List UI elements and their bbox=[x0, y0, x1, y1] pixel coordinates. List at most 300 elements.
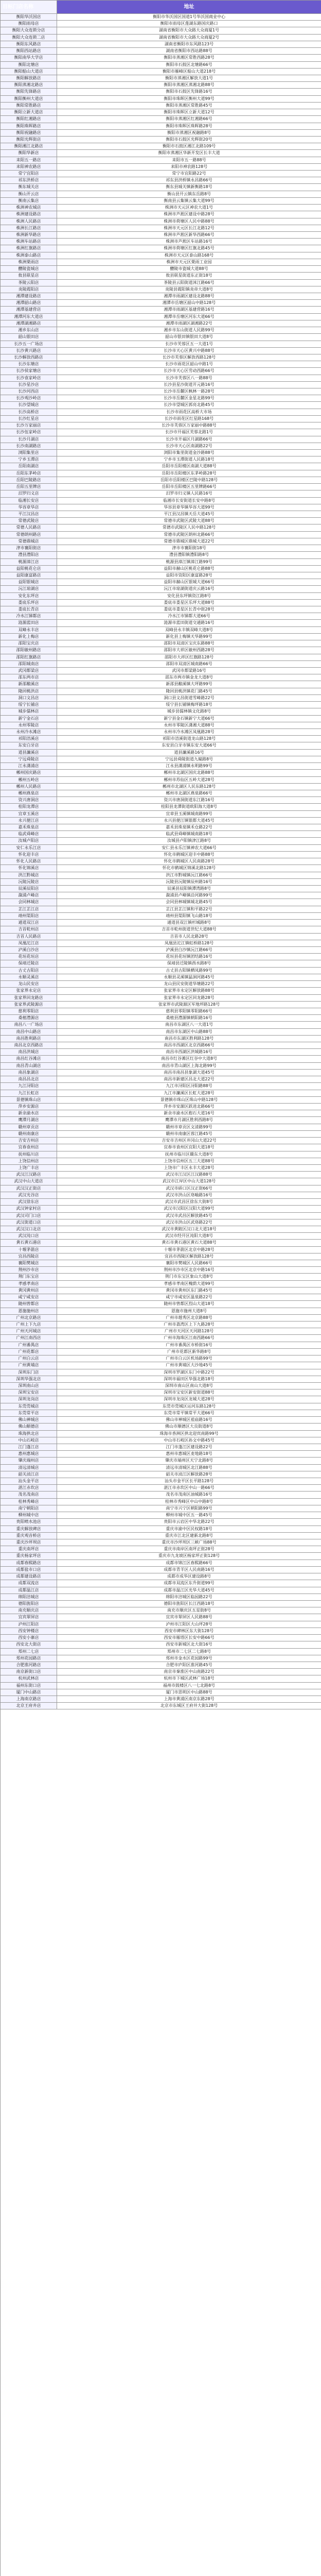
table-cell-address: 长沙市芙蓉区五一大道1号 bbox=[57, 341, 321, 348]
table-cell-store-name: 桂阳龙潭店 bbox=[1, 804, 57, 810]
table-cell-address: 合肥市庐阳区淮河路45号 bbox=[57, 1662, 321, 1669]
table-cell-store-name: 攸县联星店 bbox=[1, 273, 57, 279]
table-cell-address: 福州市鼓楼区八一七北路8号 bbox=[57, 1683, 321, 1689]
table-cell-store-name: 怀化锦溪店 bbox=[1, 865, 57, 872]
table-cell-store-name: 福州东街口店 bbox=[1, 1683, 57, 1689]
table-cell-store-name: 益阳康富路店 bbox=[1, 572, 57, 579]
table-cell-store-name: 郴州五岭店 bbox=[1, 777, 57, 784]
table-cell-store-name: 新宁金石店 bbox=[1, 716, 57, 722]
header-store-name: 目标门店名称 bbox=[1, 1, 57, 14]
table-cell-address: 衡东县城关镇新衡路18号 bbox=[57, 184, 321, 191]
table-cell-store-name: 柳州城中店 bbox=[1, 1512, 57, 1519]
table-cell-store-name: 赣州章贡店 bbox=[1, 1124, 57, 1131]
table-cell-store-name: 德阳旌阳店 bbox=[1, 1601, 57, 1607]
table-cell-address: 抚州市临川区赣东大道8号 bbox=[57, 1151, 321, 1158]
table-cell-address: 重庆市渝中区民权路18号 bbox=[57, 1526, 321, 1533]
table-cell-store-name: 重庆杨家坪店 bbox=[1, 1553, 57, 1560]
table-cell-address: 茂名市茂南区油城路16号 bbox=[57, 1492, 321, 1498]
table-cell-address: 永州市冷水滩区凤凰路28号 bbox=[57, 729, 321, 736]
table-cell-store-name: 重庆解放碑店 bbox=[1, 1526, 57, 1533]
table-cell-store-name: 道县濂溪店 bbox=[1, 750, 57, 756]
table-cell-store-name: 汝城卢阳店 bbox=[1, 838, 57, 844]
table-cell-store-name: 保靖迁陵店 bbox=[1, 960, 57, 967]
table-cell-store-name: 慈利零阳店 bbox=[1, 1008, 57, 1015]
table-cell-address: 韶关市浈江区解放路28号 bbox=[57, 1471, 321, 1478]
table-cell-address: 汝城县卢阳镇津江路8号 bbox=[57, 838, 321, 844]
table-cell-store-name: 邵阳红旗路店 bbox=[1, 654, 57, 661]
table-cell-address: 常宁市宜阳路22号 bbox=[57, 171, 321, 177]
table-cell-address: 张家界市永定区解放路88号 bbox=[57, 988, 321, 994]
table-cell-store-name: 衡阳解放路店 bbox=[1, 75, 57, 82]
table-cell-store-name: 邵东两市店 bbox=[1, 674, 57, 681]
table-cell-address: 株洲市芦淞区车站路16号 bbox=[57, 239, 321, 245]
table-cell-address: 衡阳市蒸湘区常胜西路28号 bbox=[57, 55, 321, 61]
table-cell-store-name: 咸宁咸安店 bbox=[1, 1294, 57, 1301]
table-cell-address: 武汉市武昌区解放路45号 bbox=[57, 1213, 321, 1219]
table-cell-store-name: 益阳桃花仑店 bbox=[1, 566, 57, 572]
table-cell-address: 南充市顺庆区五星街8号 bbox=[57, 1607, 321, 1614]
table-cell-address: 娄底市娄星区乐坪大道88号 bbox=[57, 600, 321, 606]
table-cell-store-name: 武汉街道口店 bbox=[1, 1219, 57, 1226]
table-cell-store-name: 郑州二七店 bbox=[1, 1649, 57, 1655]
table-cell-address: 南京市秦淮区中山南路22号 bbox=[57, 1669, 321, 1675]
table-cell-address: 上饶市信州区五三大道88号 bbox=[57, 1158, 321, 1165]
table-cell-store-name: 安仁永乐江店 bbox=[1, 845, 57, 852]
table-cell-address: 厦门市思明区中山路88号 bbox=[57, 1689, 321, 1696]
table-cell-store-name: 韶山银田店 bbox=[1, 334, 57, 341]
table-cell-address: 溆浦县卢峰镇沿河路99号 bbox=[57, 892, 321, 899]
table-cell-store-name: 宜昌西陵店 bbox=[1, 1253, 57, 1260]
table-cell-store-name: 辰溪辰阳店 bbox=[1, 886, 57, 892]
table-cell-address: 恩施市施州大道8号 bbox=[57, 1308, 321, 1315]
table-cell-store-name: 清远清城店 bbox=[1, 1465, 57, 1471]
table-cell-address: 荆门市东宝区象山大道8号 bbox=[57, 1274, 321, 1280]
table-cell-address: 临湘市长安街道长安中路8号 bbox=[57, 498, 321, 504]
table-cell-address: 辰溪县辰阳镇潭湾路8号 bbox=[57, 886, 321, 892]
table-cell-store-name: 祁阳浯溪店 bbox=[1, 736, 57, 742]
table-cell-store-name: 衡阳珠晖路店 bbox=[1, 123, 57, 130]
table-cell-address: 赣州市南康区蓉江路45号 bbox=[57, 1131, 321, 1138]
table-cell-address: 南昌市东湖区胜利路128号 bbox=[57, 1036, 321, 1042]
table-cell-address: 郑州市金水区花园路99号 bbox=[57, 1655, 321, 1662]
table-cell-address: 广州市天河区天河路128号 bbox=[57, 1328, 321, 1335]
table-cell-store-name: 会同林城店 bbox=[1, 899, 57, 906]
table-cell-store-name: 宜春袁州店 bbox=[1, 1144, 57, 1151]
table-cell-address: 醴陵市瓷城大道88号 bbox=[57, 266, 321, 273]
table-cell-store-name: 肇庆端州店 bbox=[1, 1458, 57, 1464]
table-cell-address: 涟源市蓝田街道交通路16号 bbox=[57, 620, 321, 626]
table-cell-address: 衡阳市雁峰区船山大道218号 bbox=[57, 69, 321, 75]
table-cell-address: 鹰潭市月湖区胜利西路8号 bbox=[57, 1117, 321, 1124]
table-cell-address: 邵阳市双清区城南路66号 bbox=[57, 661, 321, 668]
table-cell-address: 泸溪县白沙镇沅江路66号 bbox=[57, 947, 321, 954]
table-cell-store-name: 厦门中山路店 bbox=[1, 1689, 57, 1696]
table-cell-address: 随州市曾都区烈山大道18号 bbox=[57, 1301, 321, 1308]
table-cell-address: 重庆市九龙坡区杨家坪正街128号 bbox=[57, 1553, 321, 1560]
table-cell-store-name: 湘潭河东大道店 bbox=[1, 314, 57, 320]
table-cell-store-name: 荆州沙市店 bbox=[1, 1267, 57, 1274]
table-cell-address: 郑州市二七区二七路8号 bbox=[57, 1649, 321, 1655]
table-cell-store-name: 衡阳东风路店 bbox=[1, 41, 57, 48]
table-cell-store-name: 襄阳樊城店 bbox=[1, 1260, 57, 1267]
table-cell-address: 攸县联星街道东正街18号 bbox=[57, 273, 321, 279]
table-cell-address: 湘潭市雨湖区建设北路88号 bbox=[57, 293, 321, 300]
table-cell-address: 衡阳市石鼓区湘江北路109号 bbox=[57, 143, 321, 150]
table-cell-store-name: 珠海拱北店 bbox=[1, 1431, 57, 1437]
table-cell-address: 广州市荔湾区上下九路28号 bbox=[57, 1321, 321, 1328]
table-cell-address: 长沙市芙蓉区八一路88号 bbox=[57, 375, 321, 382]
table-cell-address: 成都市青羊区人民南路16号 bbox=[57, 1567, 321, 1573]
table-cell-address: 长沙市雨花区韶山中路1号 bbox=[57, 361, 321, 368]
table-cell-store-name: 九江浔阳店 bbox=[1, 1083, 57, 1090]
table-cell-address: 江门市蓬江区建设路22号 bbox=[57, 1444, 321, 1451]
table-cell-store-name: 津市襄阳街店 bbox=[1, 545, 57, 552]
table-cell-address: 衡阳市华沃国区国道1号华沃国商业中心 bbox=[57, 14, 321, 21]
table-cell-store-name: 长沙伍家岭店 bbox=[1, 429, 57, 436]
table-cell-store-name: 长沙黄兴路店 bbox=[1, 348, 57, 354]
table-cell-address: 保靖县迁陵镇酉水路8号 bbox=[57, 960, 321, 967]
table-cell-address: 衡阳市石鼓区北塘路66号 bbox=[57, 62, 321, 69]
table-cell-store-name: 十堰茅箭店 bbox=[1, 1247, 57, 1253]
table-cell-store-name: 南昌洪城店 bbox=[1, 1049, 57, 1056]
table-cell-store-name: 广州花都店 bbox=[1, 1349, 57, 1355]
table-cell-store-name: 洪江黔城店 bbox=[1, 872, 57, 879]
table-cell-address: 长沙市芙蓉区万家丽中路88号 bbox=[57, 422, 321, 429]
table-cell-store-name: 湘潭建设路店 bbox=[1, 293, 57, 300]
table-cell-store-name: 东莞常平店 bbox=[1, 1410, 57, 1417]
table-cell-address: 宜昌市西陵区解放路128号 bbox=[57, 1253, 321, 1260]
table-cell-store-name: 郑州花园路店 bbox=[1, 1655, 57, 1662]
table-cell-address: 常德市武陵区人民中路128号 bbox=[57, 524, 321, 531]
table-cell-store-name: 宁远舜陵店 bbox=[1, 756, 57, 763]
table-cell-store-name: 南昌胜利路店 bbox=[1, 1036, 57, 1042]
table-cell-address: 邵东市两市镇金龙大道8号 bbox=[57, 674, 321, 681]
table-cell-address: 永兴县便江镇银都大道45号 bbox=[57, 818, 321, 824]
table-cell-address: 洪江市黔城镇沅江路66号 bbox=[57, 872, 321, 879]
table-cell-address: 武汉市经开区沌阳大道8号 bbox=[57, 1233, 321, 1240]
table-cell-address: 古丈县古阳镇栖凤路99号 bbox=[57, 968, 321, 974]
table-cell-address: 衡阳市蒸湘区蒸湘北路88号 bbox=[57, 82, 321, 89]
table-cell-store-name: 益阳银城店 bbox=[1, 579, 57, 586]
table-cell-address: 长沙市岳麓区枫林一路28号 bbox=[57, 388, 321, 395]
table-cell-store-name: 华容章华店 bbox=[1, 504, 57, 511]
table-cell-store-name: 南宁朝阳店 bbox=[1, 1505, 57, 1512]
table-cell-address: 吉首市乾州街道世纪大道88号 bbox=[57, 926, 321, 933]
table-cell-store-name: 张家界永定店 bbox=[1, 988, 57, 994]
table-cell-store-name: 江永潇浦店 bbox=[1, 763, 57, 770]
table-cell-store-name: 吉安吉州店 bbox=[1, 1138, 57, 1144]
table-cell-store-name: 绥宁长铺店 bbox=[1, 702, 57, 708]
table-cell-store-name: 长沙解放西路店 bbox=[1, 354, 57, 361]
table-cell-address: 常德市鼎城区鼎城大道22号 bbox=[57, 538, 321, 545]
table-cell-store-name: 广州黄埔店 bbox=[1, 1362, 57, 1369]
table-cell-address: 株洲市天元区栗雨工业园 bbox=[57, 259, 321, 266]
table-cell-store-name: 西安钟楼店 bbox=[1, 1628, 57, 1635]
table-cell-address: 西安市新城区北大街16号 bbox=[57, 1641, 321, 1648]
table-cell-address: 衡南县云集镇云集大道99号 bbox=[57, 198, 321, 205]
table-cell-store-name: 衡阳雨母店 bbox=[1, 21, 57, 27]
table-cell-address: 衡阳市石鼓区光辉街20号 bbox=[57, 137, 321, 143]
table-cell-address: 桂阳县龙潭街道欧阳海大道8号 bbox=[57, 804, 321, 810]
table-cell-store-name: 株洲新华路店 bbox=[1, 232, 57, 239]
table-cell-address: 长沙市开福区芙蓉北路1号 bbox=[57, 429, 321, 436]
table-cell-address: 洞口县文昌街道雪峰路22号 bbox=[57, 695, 321, 702]
table-cell-store-name: 广州天河城店 bbox=[1, 1328, 57, 1335]
table-cell-store-name: 株洲栗雨店 bbox=[1, 259, 57, 266]
table-cell-address: 慈利县零阳镇零阳路66号 bbox=[57, 1008, 321, 1015]
table-cell-store-name: 株洲人民路店 bbox=[1, 218, 57, 225]
table-cell-store-name: 广州白云店 bbox=[1, 1355, 57, 1362]
table-cell-address: 九江市濂溪区长虹大道28号 bbox=[57, 1090, 321, 1097]
table-cell-store-name: 九江长虹店 bbox=[1, 1090, 57, 1097]
table-cell-store-name: 黄冈黄州店 bbox=[1, 1287, 57, 1294]
table-cell-store-name: 衡阳衡州大道店 bbox=[1, 96, 57, 103]
table-cell-store-name: 邵阳城南店 bbox=[1, 661, 57, 668]
table-cell-address: 通道县双江镇杉城路8号 bbox=[57, 920, 321, 926]
table-cell-address: 祁阳市浯溪街道龙山路128号 bbox=[57, 736, 321, 742]
table-cell-address: 长沙市天心区南湖路22号 bbox=[57, 443, 321, 450]
table-cell-store-name: 衡阳光辉街店 bbox=[1, 137, 57, 143]
table-cell-address: 株洲市荷塘区人民中路88号 bbox=[57, 218, 321, 225]
table-cell-store-name: 郴州燕泉店 bbox=[1, 790, 57, 797]
table-cell-store-name: 龙山民安店 bbox=[1, 981, 57, 988]
table-cell-store-name: 泸溪白沙店 bbox=[1, 947, 57, 954]
table-cell-address: 成都市锦江区春熙路66号 bbox=[57, 1560, 321, 1567]
table-cell-store-name: 长沙月湖店 bbox=[1, 436, 57, 443]
table-cell-store-name: 株洲建设路店 bbox=[1, 211, 57, 218]
table-cell-address: 德阳市旌阳区长江西路18号 bbox=[57, 1601, 321, 1607]
table-cell-store-name: 湘潭韶山路店 bbox=[1, 300, 57, 307]
table-cell-address: 深圳市南山区南山大道8号 bbox=[57, 1383, 321, 1389]
table-cell-address: 芷江县芷江镇和平路22号 bbox=[57, 906, 321, 913]
table-cell-address: 广州市黄埔区大沙地45号 bbox=[57, 1362, 321, 1369]
table-cell-store-name: 上海南京路店 bbox=[1, 1696, 57, 1703]
table-cell-store-name: 城步儒林店 bbox=[1, 708, 57, 715]
table-cell-address: 郴州市北湖区燕泉路66号 bbox=[57, 790, 321, 797]
table-cell-address: 湘潭市雨湖区湖湘路22号 bbox=[57, 320, 321, 327]
table-cell-address: 汕头市金平区长平路128号 bbox=[57, 1478, 321, 1485]
table-cell-address: 绵阳市涪城区临园路22号 bbox=[57, 1594, 321, 1601]
table-cell-address: 黄冈市黄州区东门路45号 bbox=[57, 1287, 321, 1294]
table-cell-address: 湖南省衡阳市东风路123号 bbox=[57, 41, 321, 48]
table-cell-store-name: 临武舜峰店 bbox=[1, 831, 57, 838]
table-cell-store-name: 吉首乾州店 bbox=[1, 926, 57, 933]
table-cell-store-name: 安化东坪店 bbox=[1, 593, 57, 600]
table-cell-store-name: 武汉中山大道店 bbox=[1, 1178, 57, 1185]
table-cell-address: 深圳市罗湖区东门中路22号 bbox=[57, 1369, 321, 1376]
table-cell-address: 长沙市天心区黄兴中路88号 bbox=[57, 348, 321, 354]
table-cell-store-name: 湛江赤坎店 bbox=[1, 1485, 57, 1492]
table-cell-store-name: 恩施施州店 bbox=[1, 1308, 57, 1315]
table-cell-store-name: 新余渝水店 bbox=[1, 1110, 57, 1117]
table-cell-address: 南昌市青山湖区上海北路99号 bbox=[57, 1063, 321, 1070]
table-cell-store-name: 耒阳五一路店 bbox=[1, 157, 57, 164]
table-cell-store-name: 东莞莞城店 bbox=[1, 1403, 57, 1410]
table-cell-address: 衡阳市珠晖区立新大道12号 bbox=[57, 109, 321, 116]
table-cell-address: 沅陵县沅陵镇辰州路16号 bbox=[57, 879, 321, 886]
table-cell-address: 佛山市顺德区大良街道8号 bbox=[57, 1423, 321, 1430]
table-cell-address: 长沙市岳麓区金星北路99号 bbox=[57, 395, 321, 402]
table-cell-address: 武冈市都梁路16号 bbox=[57, 668, 321, 674]
table-cell-address: 龙山县民安街道华塘路22号 bbox=[57, 981, 321, 988]
table-cell-address: 炎陵县霞阳镇炎帝大道8号 bbox=[57, 286, 321, 293]
table-cell-address: 广州市花都区新华路8号 bbox=[57, 1349, 321, 1355]
table-cell-address: 岳阳市岳阳楼区东茅岭路28号 bbox=[57, 470, 321, 477]
table-cell-store-name: 江门蓬江店 bbox=[1, 1444, 57, 1451]
table-cell-store-name: 洞口文昌店 bbox=[1, 695, 57, 702]
table-cell-address: 湖南省衡阳市大众路大众商厦1号 bbox=[57, 27, 321, 34]
table-cell-address: 新宁县金石镇新宁大道66号 bbox=[57, 716, 321, 722]
table-cell-address: 东安县白牙市镇东安大道66号 bbox=[57, 742, 321, 749]
table-cell-address: 衡阳市蒸湘区常胜路45号 bbox=[57, 103, 321, 109]
table-cell-store-name: 衡阳蒸湘北路店 bbox=[1, 82, 57, 89]
table-cell-store-name: 深圳龙岗店 bbox=[1, 1396, 57, 1403]
table-cell-address: 资兴市唐洞街道东江路16号 bbox=[57, 797, 321, 804]
table-cell-store-name: 南昌八一广场店 bbox=[1, 1022, 57, 1028]
table-cell-store-name: 长沙侯家塘店 bbox=[1, 368, 57, 375]
table-cell-store-name: 衡阳南华大学店 bbox=[1, 55, 57, 61]
table-cell-address: 嘉禾县珠泉镇禾仓路22号 bbox=[57, 824, 321, 831]
table-cell-address: 南昌市南昌县象湖大道45号 bbox=[57, 1070, 321, 1076]
table-cell-address: 上饶市广丰区永丰大道28号 bbox=[57, 1165, 321, 1172]
table-cell-address: 岳阳市岳阳楼区巴陵中路128号 bbox=[57, 477, 321, 484]
table-cell-address: 衡阳市蒸湘区解放大道1号 bbox=[57, 75, 321, 82]
table-cell-store-name: 惠州惠城店 bbox=[1, 1451, 57, 1458]
table-cell-store-name: 鹰潭月湖店 bbox=[1, 1117, 57, 1124]
table-cell-store-name: 衡阳华新店 bbox=[1, 150, 57, 157]
table-cell-address: 重庆市沙坪坝区三峡广场88号 bbox=[57, 1539, 321, 1546]
table-cell-store-name: 衡东城关店 bbox=[1, 184, 57, 191]
table-cell-store-name: 吉首人民路店 bbox=[1, 934, 57, 940]
table-cell-store-name: 衡南云集店 bbox=[1, 198, 57, 205]
table-cell-store-name: 宁乡玉潭店 bbox=[1, 456, 57, 463]
table-cell-address: 南昌市东湖区八一大道1号 bbox=[57, 1022, 321, 1028]
table-cell-address: 长沙市天心区劳动西路66号 bbox=[57, 368, 321, 375]
table-cell-store-name: 平江汉昌店 bbox=[1, 511, 57, 518]
table-cell-store-name: 临湘长安店 bbox=[1, 498, 57, 504]
table-cell-address: 张家界市武陵源区军地坪路128号 bbox=[57, 1002, 321, 1008]
table-cell-store-name: 靖州渠阳店 bbox=[1, 913, 57, 920]
table-cell-store-name: 深圳东门店 bbox=[1, 1369, 57, 1376]
table-cell-store-name: 广州江南西店 bbox=[1, 1335, 57, 1342]
table-cell-address: 武汉市武昌区徐东大街8号 bbox=[57, 1199, 321, 1206]
table-cell-store-name: 永州冷水滩店 bbox=[1, 729, 57, 736]
table-cell-address: 花垣县花垣镇团结路16号 bbox=[57, 954, 321, 960]
table-cell-address: 隆回县桃洪镇花门路45号 bbox=[57, 688, 321, 695]
table-cell-store-name: 长沙万家丽店 bbox=[1, 422, 57, 429]
table-cell-address: 益阳市赫山区桃花仑路88号 bbox=[57, 566, 321, 572]
table-cell-address: 株洲市天元区泰山路168号 bbox=[57, 252, 321, 259]
table-cell-store-name: 广州上下九店 bbox=[1, 1321, 57, 1328]
table-cell-store-name: 衡阳红湘路店 bbox=[1, 116, 57, 123]
table-cell-store-name: 长沙南湖路店 bbox=[1, 443, 57, 450]
table-cell-address: 荆州市沙市区北京中路16号 bbox=[57, 1267, 321, 1274]
table-cell-address: 浏阳市集里街道金沙路88号 bbox=[57, 450, 321, 456]
table-cell-address: 绥宁县长铺镇梅坪路18号 bbox=[57, 702, 321, 708]
table-cell-store-name: 西安小寨店 bbox=[1, 1635, 57, 1641]
table-cell-store-name: 溆浦卢峰店 bbox=[1, 892, 57, 899]
table-cell-store-name: 上饶信州店 bbox=[1, 1158, 57, 1165]
table-cell-address: 江永县潇浦镇永明路99号 bbox=[57, 763, 321, 770]
table-cell-address: 汨罗市归义镇人民路16号 bbox=[57, 490, 321, 497]
table-cell-address: 临武县舜峰镇城南路18号 bbox=[57, 831, 321, 838]
table-cell-address: 南昌市红谷滩区红谷中大道8号 bbox=[57, 1056, 321, 1062]
table-cell-address: 桃源县漳江镇漳江路99号 bbox=[57, 559, 321, 566]
table-cell-address: 衡阳市珠晖区珠晖路28号 bbox=[57, 123, 321, 130]
table-cell-address: 华容县章华镇华容大道99号 bbox=[57, 504, 321, 511]
table-cell-store-name: 茶陵云阳店 bbox=[1, 280, 57, 286]
table-cell-address: 上海市黄浦区南京东路28号 bbox=[57, 1696, 321, 1703]
table-cell-address: 邵阳市双清区宝庆东路88号 bbox=[57, 640, 321, 647]
table-cell-address: 长沙县星沙街道开元路16号 bbox=[57, 382, 321, 388]
table-cell-address: 成都市温江区光华大道45号 bbox=[57, 1587, 321, 1594]
table-cell-store-name: 长沙高桥店 bbox=[1, 409, 57, 416]
table-cell-address: 怀化市鹤城区锦溪北路128号 bbox=[57, 865, 321, 872]
table-cell-store-name: 常德武陵店 bbox=[1, 518, 57, 524]
table-cell-store-name: 汕头金平店 bbox=[1, 1478, 57, 1485]
table-cell-address: 益阳市资阳区康富路28号 bbox=[57, 572, 321, 579]
table-cell-address: 衡阳市雨母区莲湖东路国庆路口 bbox=[57, 21, 321, 27]
table-cell-store-name: 株洲车站路店 bbox=[1, 239, 57, 245]
table-cell-store-name: 衡阳北塘店 bbox=[1, 62, 57, 69]
table-cell-address: 广州市越秀区北京路88号 bbox=[57, 1315, 321, 1321]
table-cell-address: 安仁县永乐江镇神农大道66号 bbox=[57, 845, 321, 852]
table-cell-store-name: 南昌红谷滩店 bbox=[1, 1056, 57, 1062]
table-cell-address: 衡阳市珠晖区衡州大道99号 bbox=[57, 96, 321, 103]
table-cell-store-name: 衡阳立新大道店 bbox=[1, 109, 57, 116]
table-cell-store-name: 南昌青山湖店 bbox=[1, 1063, 57, 1070]
table-cell-address: 衡山县开云镇东岳路8号 bbox=[57, 191, 321, 198]
table-cell-store-name: 资兴唐洞店 bbox=[1, 797, 57, 804]
table-cell-address: 九江市浔阳区浔阳路88号 bbox=[57, 1083, 321, 1090]
table-cell-store-name: 炎陵霞阳店 bbox=[1, 286, 57, 293]
table-cell-address: 宁乡市玉潭街道人民路18号 bbox=[57, 456, 321, 463]
table-cell-store-name: 衡阳祝融路店 bbox=[1, 130, 57, 137]
table-cell-address: 平江县汉昌镇天岳大道45号 bbox=[57, 511, 321, 518]
table-cell-store-name: 武汉汉正街店 bbox=[1, 1185, 57, 1192]
table-cell-address: 东莞市常平镇常平大道66号 bbox=[57, 1410, 321, 1417]
table-cell-store-name: 长沙红星店 bbox=[1, 416, 57, 422]
table-cell-address: 怀化市鹤城区迎丰中路88号 bbox=[57, 852, 321, 858]
table-cell-store-name: 新邵酿溪店 bbox=[1, 681, 57, 688]
table-cell-address: 十堰市茅箭区北京中路28号 bbox=[57, 1247, 321, 1253]
table-cell-address: 萍乡市安源区跃进北路66号 bbox=[57, 1104, 321, 1110]
table-cell-store-name: 武汉钟家村店 bbox=[1, 1206, 57, 1212]
table-cell-store-name: 芷江芷江店 bbox=[1, 906, 57, 913]
table-cell-store-name: 怀化人民路店 bbox=[1, 858, 57, 865]
table-cell-address: 新化县上梅镇天华路99号 bbox=[57, 634, 321, 640]
table-cell-store-name: 岳阳巴陵路店 bbox=[1, 477, 57, 484]
table-cell-store-name: 沅江琼湖店 bbox=[1, 586, 57, 592]
table-cell-store-name: 重庆观音桥店 bbox=[1, 1533, 57, 1539]
table-cell-store-name: 祁东洪桥店 bbox=[1, 177, 57, 184]
table-cell-address: 中山市石岐区孙文中路45号 bbox=[57, 1437, 321, 1444]
table-cell-store-name: 湘潭基建营店 bbox=[1, 307, 57, 313]
table-cell-address: 冷水江市锑都大道66号 bbox=[57, 613, 321, 620]
table-cell-store-name: 宜宾翠屏店 bbox=[1, 1614, 57, 1621]
table-cell-address: 惠州市惠城区麦地路18号 bbox=[57, 1451, 321, 1458]
table-cell-address: 安化县东坪镇资江路8号 bbox=[57, 593, 321, 600]
table-cell-store-name: 衡阳大众连锁二店 bbox=[1, 35, 57, 41]
table-cell-store-name: 永州零陵店 bbox=[1, 722, 57, 729]
table-cell-store-name: 武冈都梁店 bbox=[1, 668, 57, 674]
table-cell-address: 湘潭市雨湖区基建营路16号 bbox=[57, 307, 321, 313]
table-cell-address: 娄底市娄星区长青中街28号 bbox=[57, 606, 321, 613]
table-cell-address: 湖南省衡阳市西站路88号 bbox=[57, 48, 321, 55]
table-cell-store-name: 佛山禅城店 bbox=[1, 1417, 57, 1423]
table-cell-store-name: 景德镇珠山店 bbox=[1, 1097, 57, 1104]
table-cell-store-name: 涟源蓝田店 bbox=[1, 620, 57, 626]
